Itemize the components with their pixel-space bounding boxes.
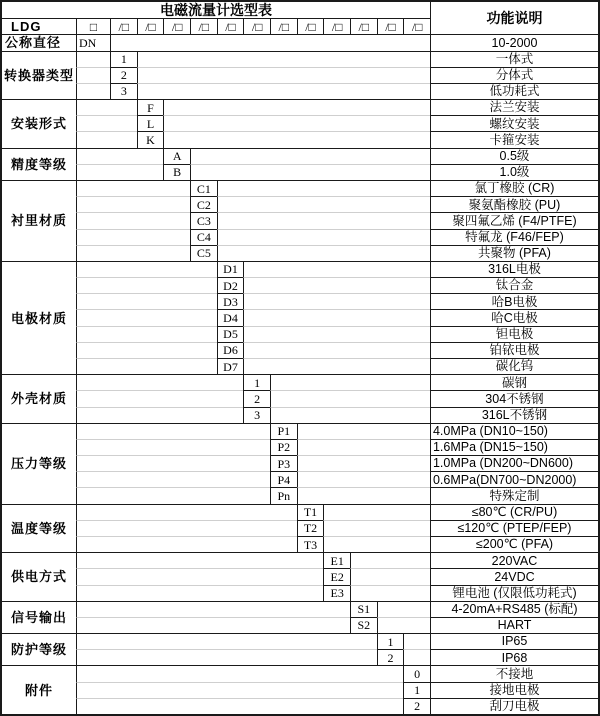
filler-cell	[76, 115, 137, 131]
filler-cell	[76, 180, 190, 196]
model-slot-box: /□	[163, 18, 190, 34]
filler-cell	[243, 358, 430, 374]
code-cell: D7	[217, 358, 244, 374]
code-cell: B	[163, 164, 190, 180]
filler-cell	[76, 390, 243, 406]
code-cell: 3	[243, 407, 270, 423]
filler-cell	[76, 487, 270, 503]
code-cell: 3	[110, 83, 137, 99]
function-cell: 螺纹安装	[430, 115, 598, 131]
function-cell: 聚四氟乙烯 (F4/PTFE)	[430, 212, 598, 228]
code-cell: P3	[270, 455, 297, 471]
filler-cell	[76, 358, 217, 374]
filler-cell	[76, 277, 217, 293]
filler-cell	[297, 487, 430, 503]
category-label: 公称直径	[2, 34, 76, 50]
function-cell: 哈C电极	[430, 309, 598, 325]
code-cell: T1	[297, 504, 324, 520]
filler-cell	[297, 471, 430, 487]
filler-cell	[297, 423, 430, 439]
filler-cell	[76, 309, 217, 325]
code-cell: 2	[110, 67, 137, 83]
code-cell: 1	[243, 374, 270, 390]
filler-cell	[76, 536, 297, 552]
filler-cell	[76, 568, 323, 584]
function-cell: IP68	[430, 649, 598, 665]
filler-cell	[323, 504, 430, 520]
filler-cell	[76, 617, 350, 633]
code-cell: S2	[350, 617, 377, 633]
filler-cell	[217, 229, 430, 245]
code-cell: D4	[217, 309, 244, 325]
category-label: 安装形式	[2, 99, 76, 148]
code-cell: C3	[190, 212, 217, 228]
function-cell: 4.0MPa (DN10~150)	[430, 423, 598, 439]
category-label: 防护等级	[2, 633, 76, 665]
code-cell: 1	[110, 51, 137, 67]
filler-cell	[243, 261, 430, 277]
model-slot-box: /□	[110, 18, 137, 34]
filler-cell	[76, 99, 137, 115]
category-label: 附件	[2, 665, 76, 714]
model-slot-box: /□	[297, 18, 324, 34]
filler-cell	[270, 407, 430, 423]
code-cell: F	[137, 99, 164, 115]
code-cell: 0	[403, 665, 430, 681]
function-cell: 哈B电极	[430, 293, 598, 309]
filler-cell	[76, 601, 350, 617]
filler-cell	[76, 682, 403, 698]
filler-cell	[76, 374, 243, 390]
filler-cell	[76, 407, 243, 423]
function-cell: 法兰安装	[430, 99, 598, 115]
code-cell: DN	[76, 34, 110, 50]
filler-cell	[403, 649, 430, 665]
function-cell: 氯丁橡胶 (CR)	[430, 180, 598, 196]
filler-cell	[76, 83, 110, 99]
code-cell: S1	[350, 601, 377, 617]
filler-cell	[76, 196, 190, 212]
filler-cell	[243, 342, 430, 358]
model-slot-box: /□	[350, 18, 377, 34]
filler-cell	[76, 212, 190, 228]
filler-cell	[76, 698, 403, 714]
filler-cell	[217, 245, 430, 261]
function-cell: 1.0MPa (DN200~DN600)	[430, 455, 598, 471]
code-cell: T2	[297, 520, 324, 536]
function-cell: 不接地	[430, 665, 598, 681]
filler-cell	[76, 51, 110, 67]
filler-cell	[377, 601, 430, 617]
code-cell: D5	[217, 326, 244, 342]
model-prefix-cell: LDG	[2, 18, 76, 34]
function-cell: ≤80℃ (CR/PU)	[430, 504, 598, 520]
function-column-header: 功能说明	[430, 2, 598, 34]
code-cell: P1	[270, 423, 297, 439]
code-cell: D6	[217, 342, 244, 358]
code-cell: C1	[190, 180, 217, 196]
code-cell: K	[137, 131, 164, 147]
code-cell: D1	[217, 261, 244, 277]
function-cell: 0.5级	[430, 148, 598, 164]
filler-cell	[76, 423, 270, 439]
filler-cell	[243, 293, 430, 309]
filler-cell	[243, 326, 430, 342]
model-slot-box: /□	[323, 18, 350, 34]
function-cell: 接地电极	[430, 682, 598, 698]
code-cell: E1	[323, 552, 350, 568]
function-cell: 锂电池 (仅限低功耗式)	[430, 585, 598, 601]
category-label: 温度等级	[2, 504, 76, 553]
filler-cell	[163, 115, 430, 131]
filler-cell	[76, 229, 190, 245]
category-label: 电极材质	[2, 261, 76, 374]
function-cell: 316L电极	[430, 261, 598, 277]
model-slot-box: /□	[377, 18, 404, 34]
category-label: 精度等级	[2, 148, 76, 180]
filler-cell	[76, 585, 323, 601]
filler-cell	[76, 245, 190, 261]
code-cell: 1	[377, 633, 404, 649]
code-cell: 2	[377, 649, 404, 665]
filler-cell	[163, 131, 430, 147]
function-cell: 10-2000	[430, 34, 598, 50]
function-cell: 220VAC	[430, 552, 598, 568]
category-label: 信号输出	[2, 601, 76, 633]
function-cell: 1.0级	[430, 164, 598, 180]
code-cell: P4	[270, 471, 297, 487]
model-slot-box: /□	[243, 18, 270, 34]
category-label: 压力等级	[2, 423, 76, 504]
model-slot-box: /□	[137, 18, 164, 34]
filler-cell	[137, 67, 430, 83]
filler-cell	[76, 326, 217, 342]
function-cell: HART	[430, 617, 598, 633]
code-cell: C2	[190, 196, 217, 212]
category-label: 衬里材质	[2, 180, 76, 261]
model-slot-box: /□	[403, 18, 430, 34]
function-cell: 碳钢	[430, 374, 598, 390]
function-cell: 特氟龙 (F46/FEP)	[430, 229, 598, 245]
function-cell: 刮刀电极	[430, 698, 598, 714]
function-cell: 低功耗式	[430, 83, 598, 99]
function-cell: 钽电极	[430, 326, 598, 342]
code-cell: E3	[323, 585, 350, 601]
function-cell: 分体式	[430, 67, 598, 83]
function-cell: IP65	[430, 633, 598, 649]
function-cell: 4-20mA+RS485 (标配)	[430, 601, 598, 617]
filler-cell	[190, 164, 430, 180]
function-cell: 1.6MPa (DN15~150)	[430, 439, 598, 455]
filler-cell	[76, 148, 163, 164]
filler-cell	[137, 83, 430, 99]
function-cell: 0.6MPa(DN700~DN2000)	[430, 471, 598, 487]
model-slot-box: /□	[190, 18, 217, 34]
model-slot-box: /□	[217, 18, 244, 34]
filler-cell	[76, 342, 217, 358]
function-cell: 铂铱电极	[430, 342, 598, 358]
filler-cell	[377, 617, 430, 633]
filler-cell	[217, 180, 430, 196]
filler-cell	[403, 633, 430, 649]
code-cell: A	[163, 148, 190, 164]
filler-cell	[137, 51, 430, 67]
filler-cell	[243, 277, 430, 293]
filler-cell	[270, 374, 430, 390]
filler-cell	[217, 196, 430, 212]
filler-cell	[323, 536, 430, 552]
filler-cell	[76, 665, 403, 681]
code-cell: 2	[403, 698, 430, 714]
code-cell: E2	[323, 568, 350, 584]
code-cell: C4	[190, 229, 217, 245]
function-cell: 一体式	[430, 51, 598, 67]
category-label: 转换器类型	[2, 51, 76, 100]
code-cell: Pn	[270, 487, 297, 503]
code-cell: 1	[403, 682, 430, 698]
function-cell: 特殊定制	[430, 487, 598, 503]
code-cell: T3	[297, 536, 324, 552]
function-cell: 共聚物 (PFA)	[430, 245, 598, 261]
function-cell: ≤120℃ (PTEP/FEP)	[430, 520, 598, 536]
category-label: 外壳材质	[2, 374, 76, 423]
filler-cell	[76, 131, 137, 147]
filler-cell	[76, 633, 377, 649]
code-cell: 2	[243, 390, 270, 406]
filler-cell	[350, 585, 430, 601]
filler-cell	[76, 164, 163, 180]
code-cell: L	[137, 115, 164, 131]
function-cell: 聚氨酯橡胶 (PU)	[430, 196, 598, 212]
filler-cell	[76, 439, 270, 455]
function-cell: 24VDC	[430, 568, 598, 584]
filler-cell	[76, 261, 217, 277]
filler-cell	[76, 504, 297, 520]
function-cell: ≤200℃ (PFA)	[430, 536, 598, 552]
filler-cell	[76, 520, 297, 536]
category-label: 供电方式	[2, 552, 76, 601]
filler-cell	[190, 148, 430, 164]
code-cell: P2	[270, 439, 297, 455]
filler-cell	[323, 520, 430, 536]
filler-cell	[163, 99, 430, 115]
code-cell: C5	[190, 245, 217, 261]
filler-cell	[270, 390, 430, 406]
function-cell: 316L不锈钢	[430, 407, 598, 423]
filler-cell	[350, 552, 430, 568]
dn-placeholder-box: □	[76, 18, 110, 34]
filler-cell	[243, 309, 430, 325]
filler-cell	[76, 455, 270, 471]
function-cell: 碳化钨	[430, 358, 598, 374]
filler-cell	[110, 34, 430, 50]
code-cell: D2	[217, 277, 244, 293]
filler-cell	[350, 568, 430, 584]
filler-cell	[76, 293, 217, 309]
filler-cell	[297, 455, 430, 471]
code-cell: D3	[217, 293, 244, 309]
filler-cell	[76, 552, 323, 568]
function-cell: 304不锈钢	[430, 390, 598, 406]
filler-cell	[76, 471, 270, 487]
table-title: 电磁流量计选型表	[159, 2, 272, 19]
model-slot-box: /□	[270, 18, 297, 34]
function-cell: 钛合金	[430, 277, 598, 293]
filler-cell	[76, 67, 110, 83]
filler-cell	[76, 649, 377, 665]
filler-cell	[217, 212, 430, 228]
filler-cell	[297, 439, 430, 455]
function-cell: 卡箍安装	[430, 131, 598, 147]
